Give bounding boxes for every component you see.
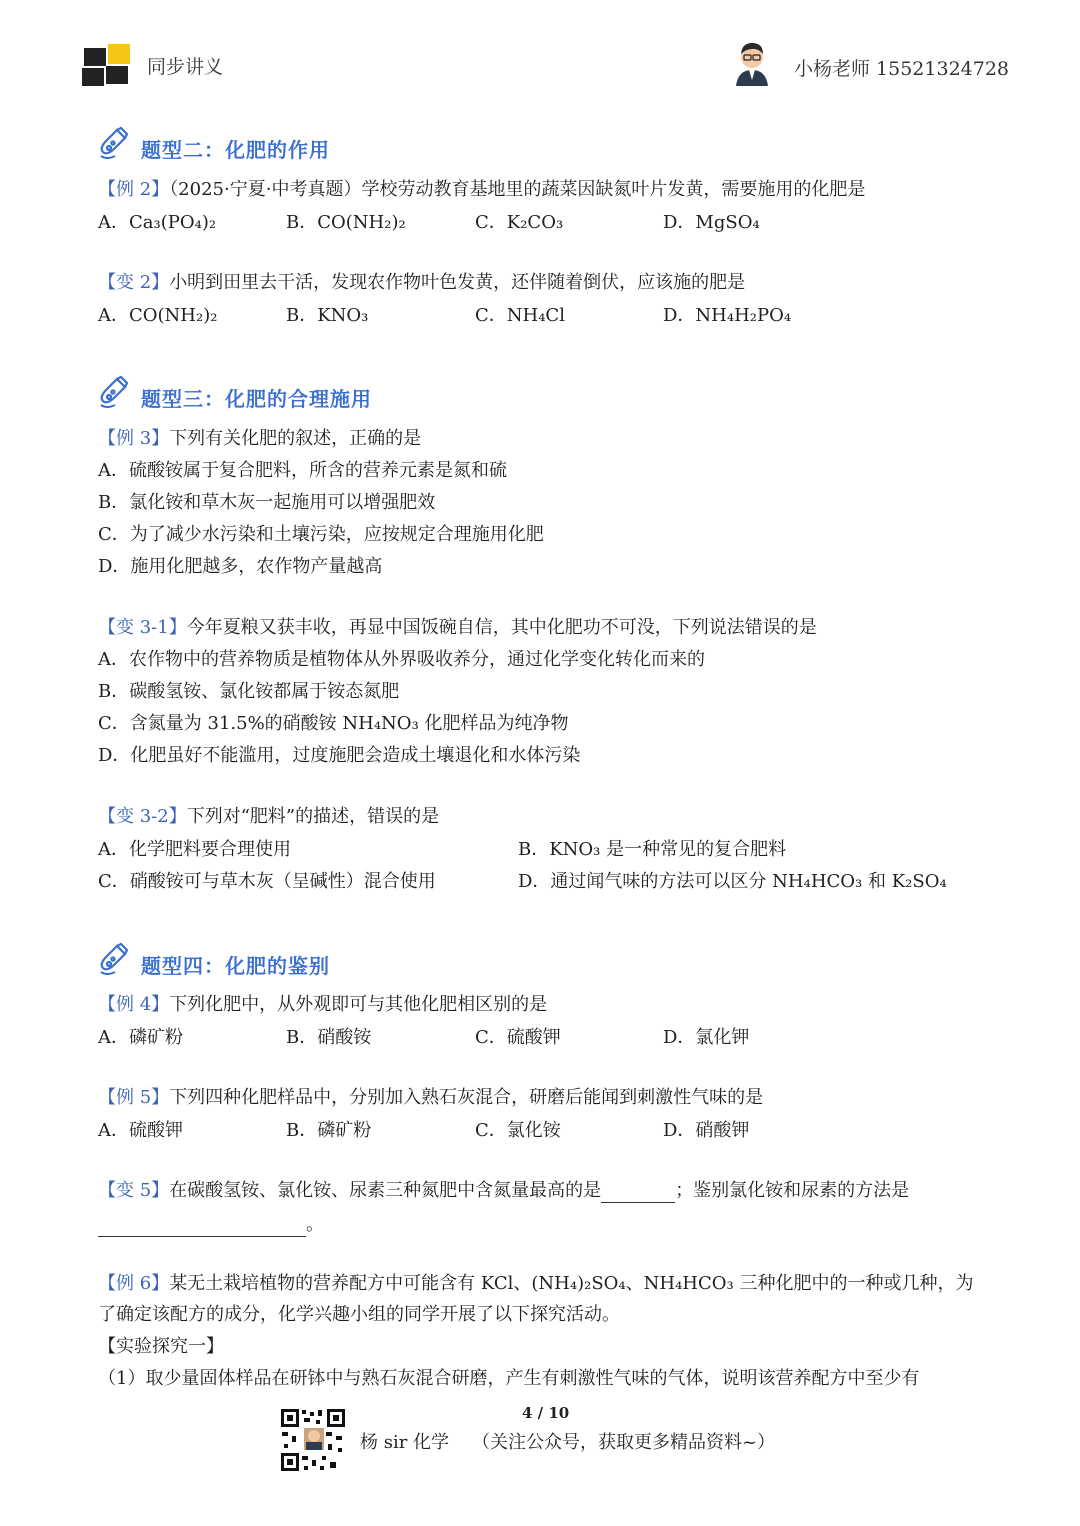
answer-blank[interactable] [98,1218,306,1237]
question-tag: 【例 6】 [98,1273,170,1294]
option: D．NH₄H₂PO₄ [663,305,792,326]
question-var5-line2 [98,1213,324,1237]
option: D．氯化钾 [663,1027,750,1048]
question-ex4-stem [98,993,547,1017]
qr-code [280,1408,346,1472]
option: C．为了减少水污染和土壤污染，应按规定合理施用化肥 [98,524,544,545]
question-text: 下列四种化肥样品中，分别加入熟石灰混合，研磨后能闻到刺激性气味的是 [169,1087,764,1108]
question-text: 。 [306,1214,324,1235]
question-var5-stem [98,1179,909,1203]
section-heading-type2 [95,128,330,168]
option: C．K₂CO₃ [475,212,564,233]
question-ex2-stem [98,178,865,202]
experiment-heading: 【实验探究一】 [98,1336,224,1357]
question-tag: 【变 3-1】 [98,617,187,638]
option: B．KNO₃ 是一种常见的复合肥料 [518,839,787,860]
option: A．硫酸铵属于复合肥料，所含的营养元素是氮和硫 [98,460,507,481]
option: C．氯化铵 [475,1120,561,1141]
account-name: 杨 sir 化学 [360,1432,450,1453]
option: A．CO(NH₂)₂ [98,305,218,326]
question-tag: 【变 2】 [98,272,170,293]
question-ex5-stem [98,1086,763,1110]
answer-blank[interactable] [601,1184,675,1203]
question-ex6-line2: 了确定该配方的成分，化学兴趣小组的同学开展了以下探究活动。 [98,1304,620,1325]
option: B．CO(NH₂)₂ [286,212,406,233]
question-tag: 【例 5】 [98,1087,170,1108]
option: A．Ca₃(PO₄)₂ [98,212,217,233]
option: B．氯化铵和草木灰一起施用可以增强肥效 [98,492,436,513]
option: C．NH₄Cl [475,305,565,326]
question-text: （2025·宁夏·中考真题）学校劳动教育基地里的蔬菜因缺氮叶片发黄，需要施用的化肥是 [169,179,866,200]
question-tag: 【例 4】 [98,994,170,1015]
option: B．碳酸氢铵、氯化铵都属于铵态氮肥 [98,681,400,702]
option: D．施用化肥越多，农作物产量越高 [98,556,383,577]
section-heading-type3 [95,377,372,417]
question-text: 下列对“肥料”的描述，错误的是 [186,806,440,827]
question-text: 在碳酸氢铵、氯化铵、尿素三种氮肥中含氮量最高的是 [169,1180,602,1201]
question-text: 小明到田里去干活，发现农作物叶色发黄，还伴随着倒伏，应该施的肥是 [169,272,746,293]
question-text: 今年夏粮又获丰收，再显中国饭碗自信，其中化肥功不可没，下列说法错误的是 [186,617,817,638]
question-tag: 【例 3】 [98,428,170,449]
option: A．农作物中的营养物质是植物体从外界吸收养分，通过化学变化转化而来的 [98,649,705,670]
question-tag: 【变 3-2】 [98,806,187,827]
question-ex6-stem [98,1272,973,1296]
option: A．硫酸钾 [98,1120,183,1141]
option: D．MgSO₄ [663,212,760,233]
question-var32-stem [98,805,439,829]
teacher-avatar [732,38,772,86]
option: C．硫酸钾 [475,1027,561,1048]
question-text: 某无土栽培植物的营养配方中可能含有 KCl、(NH₄)₂SO₄、NH₄HCO₃ 三种化肥中的一种或几种，为 [169,1273,974,1294]
question-text: 下列有关化肥的叙述，正确的是 [169,428,422,449]
flask-icon [95,942,135,986]
flask-icon [95,375,135,419]
option: B．磷矿粉 [286,1120,372,1141]
section-title: 题型二：化肥的作用 [141,137,330,162]
section-title: 题型四：化肥的鉴别 [141,953,330,978]
question-text: 下列化肥中，从外观即可与其他化肥相区别的是 [169,994,548,1015]
option: B．硝酸铵 [286,1027,372,1048]
option: D．通过闻气味的方法可以区分 NH₄HCO₃ 和 K₂SO₄ [518,871,947,892]
question-text: ；鉴别氯化铵和尿素的方法是 [675,1180,910,1201]
option: A．磷矿粉 [98,1027,183,1048]
option: B．KNO₃ [286,305,369,326]
teacher-contact: 小杨老师 15521324728 [794,58,1010,80]
question-ex3-stem [98,427,421,451]
flask-icon [95,126,135,170]
question-var31-stem [98,616,817,640]
question-tag: 【例 2】 [98,179,170,200]
brand-title: 同步讲义 [147,56,224,78]
option: C．含氮量为 31.5%的硝酸铵 NH₄NO₃ 化肥样品为纯净物 [98,713,569,734]
brand-logo [80,42,136,88]
question-tag: 【变 5】 [98,1180,170,1201]
experiment-step: （1）取少量固体样品在研钵中与熟石灰混合研磨，产生有刺激性气味的气体，说明该营养配方中至少有 [98,1368,920,1389]
page-number: 4 / 10 [522,1404,570,1422]
section-title: 题型三：化肥的合理施用 [141,386,372,411]
option: D．硝酸钾 [663,1120,750,1141]
question-var2-stem [98,271,745,295]
option: A．化学肥料要合理使用 [98,839,291,860]
option: D．化肥虽好不能滥用，过度施肥会造成土壤退化和水体污染 [98,745,581,766]
option: C．硝酸铵可与草木灰（呈碱性）混合使用 [98,871,436,892]
footer-note: （关注公众号，获取更多精品资料~） [472,1432,776,1453]
section-heading-type4 [95,944,330,984]
